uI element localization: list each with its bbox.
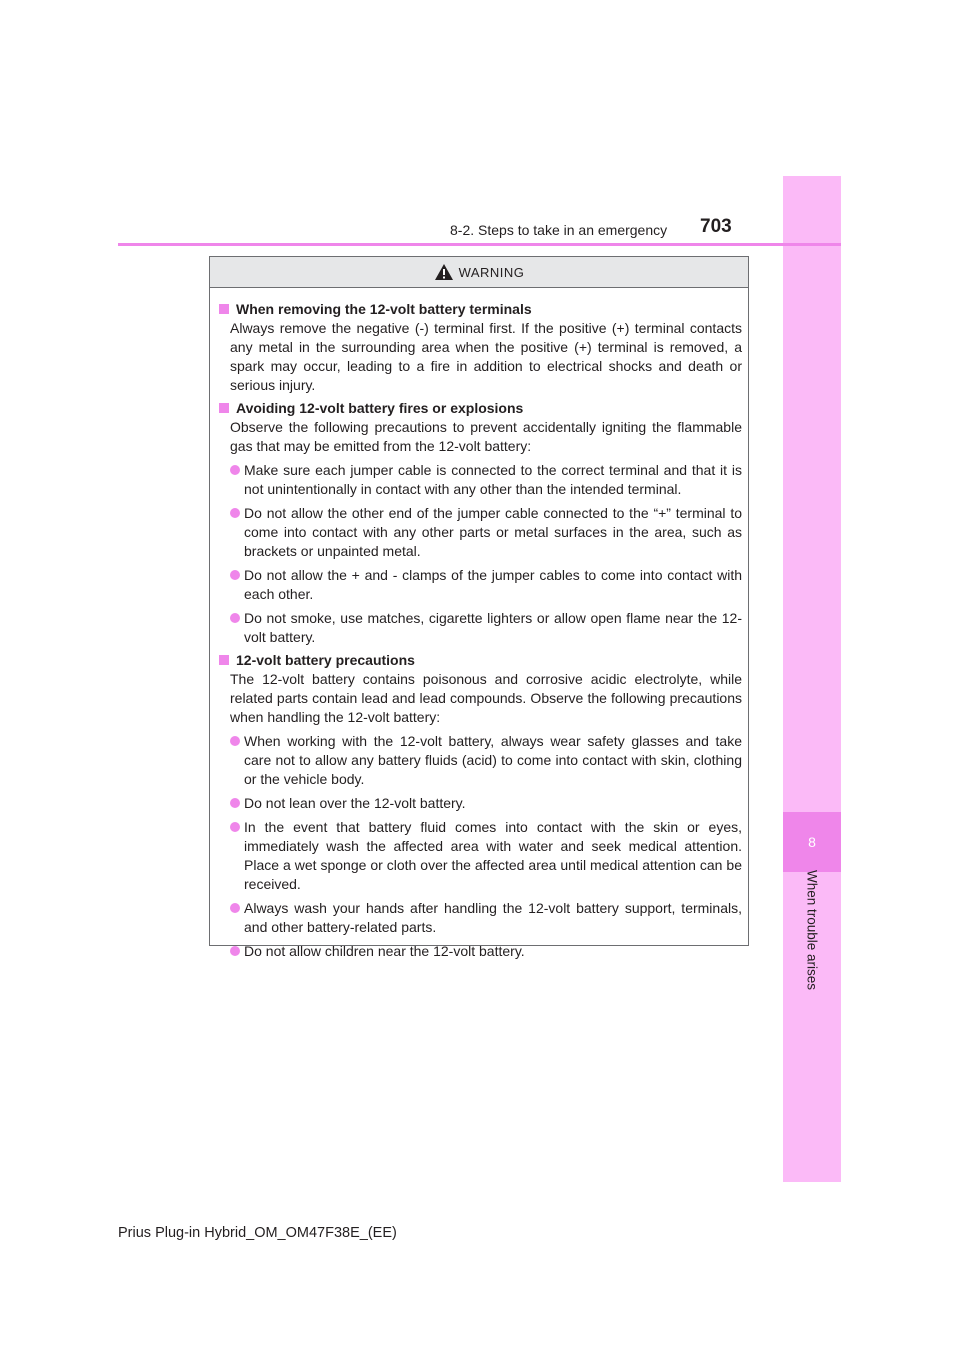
circle-bullet-icon	[230, 570, 240, 580]
warning-header	[210, 257, 748, 288]
header-rule	[118, 243, 841, 246]
list-item	[219, 461, 742, 499]
section-paragraph: Observe the following precautions to prevent accidentally igniting the flammable gas that may be emitted from the 12-volt battery:	[230, 419, 742, 454]
section-heading	[219, 399, 742, 418]
section-paragraph: Always remove the negative (-) terminal first. If the positive (+) terminal contacts any metal in the surrounding area when the positive (+) terminal is removed, a spark may occur, leading to a fire in addition to electrical shocks and death or serious injury.	[230, 320, 742, 393]
section-heading	[219, 651, 742, 670]
warning-section	[219, 651, 742, 961]
warning-section	[219, 399, 742, 647]
list-item	[219, 566, 742, 604]
circle-bullet-icon	[230, 508, 240, 518]
warning-box	[209, 256, 749, 959]
square-bullet-icon	[219, 403, 229, 413]
circle-bullet-icon	[230, 613, 240, 623]
warning-title: WARNING	[458, 264, 525, 280]
circle-bullet-icon	[230, 903, 240, 913]
list-item	[219, 794, 742, 813]
list-item	[219, 504, 742, 561]
section-heading-text: Avoiding 12-volt battery fires or explosions	[236, 400, 524, 416]
chapter-number: 8	[783, 812, 841, 872]
section-heading-text: 12-volt battery precautions	[236, 652, 415, 668]
list-item-text: Make sure each jumper cable is connected to the correct terminal and that it is not unintentionally in contact with any other than the intended terminal.	[244, 462, 742, 497]
circle-bullet-icon	[230, 736, 240, 746]
square-bullet-icon	[219, 655, 229, 665]
section-heading	[219, 300, 742, 319]
list-item-text: Do not smoke, use matches, cigarette lighters or allow open flame near the 12-volt battery.	[244, 610, 742, 645]
warning-body	[210, 288, 748, 961]
square-bullet-icon	[219, 304, 229, 314]
list-item	[219, 732, 742, 789]
list-item	[219, 609, 742, 647]
list-item-text: Do not lean over the 12-volt battery.	[244, 795, 466, 811]
footer-manual-id: Prius Plug-in Hybrid_OM_OM47F38E_(EE)	[118, 1225, 397, 1241]
circle-bullet-icon	[230, 946, 240, 956]
circle-bullet-icon	[230, 465, 240, 475]
page-number: 703	[700, 216, 732, 237]
list-item-text: Do not allow the other end of the jumper cable connected to the “+” terminal to come into contact with any other parts or metal surfaces in the area, such as brackets or unpainted metal.	[244, 505, 742, 559]
list-item-text: When working with the 12-volt battery, always wear safety glasses and take care not to allow any battery fluids (acid) to come into contact with skin, clothing or the vehicle body.	[244, 733, 742, 787]
list-item	[219, 818, 742, 894]
list-item	[219, 942, 742, 961]
list-item-text: Always wash your hands after handling the 12-volt battery support, terminals, and other battery-related parts.	[244, 900, 742, 935]
side-tab	[783, 176, 841, 1182]
section-heading-text: When removing the 12-volt battery terminals	[236, 301, 532, 317]
list-item	[219, 899, 742, 937]
warning-triangle-icon	[434, 263, 454, 281]
section-title: 8-2. Steps to take in an emergency	[450, 222, 668, 238]
warning-section	[219, 300, 742, 395]
list-item-text: Do not allow children near the 12-volt battery.	[244, 943, 525, 959]
list-item-text: Do not allow the + and - clamps of the jumper cables to come into contact with each other.	[244, 567, 742, 602]
circle-bullet-icon	[230, 822, 240, 832]
circle-bullet-icon	[230, 798, 240, 808]
list-item-text: In the event that battery fluid comes into contact with the skin or eyes, immediately wash the affected area with water and seek medical attention. Place a wet sponge or cloth over the affected area until medical attention can be received.	[244, 819, 742, 892]
section-paragraph: The 12-volt battery contains poisonous and corrosive acidic electrolyte, while related parts contain lead and lead compounds. Observe the following precautions when handling the 12-volt battery:	[230, 671, 742, 725]
chapter-label: When trouble arises	[804, 869, 820, 991]
